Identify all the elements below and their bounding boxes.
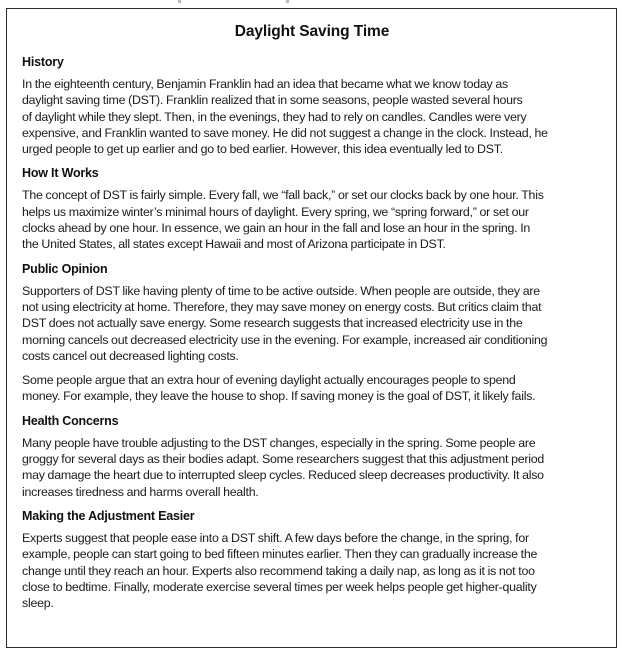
paragraph-line: close to bedtime. Finally, moderate exercise several times per week helps people get higher-quality	[22, 579, 537, 594]
section-history	[22, 54, 602, 157]
paragraph-line: daylight saving time (DST). Franklin realized that in some seasons, people wasted several hours	[22, 93, 523, 108]
paragraph-line: In the eighteenth century, Benjamin Franklin had an idea that became what we know today as	[22, 77, 508, 91]
paragraph-line: not using electricity at home. Therefore, they may save money on energy costs. But critics claim that	[22, 299, 542, 314]
paragraph-line: increases tiredness and harms overall health.	[22, 484, 259, 499]
cropped-text-remnant	[178, 0, 181, 3]
paragraph-line: helps us maximize winter’s minimal hours of daylight. Every spring, we “spring forward,” or set our	[22, 204, 529, 219]
paragraph-line: the United States, all states except Hawaii and most of Arizona participate in DST.	[22, 237, 446, 252]
paragraph-line: Experts suggest that people ease into a DST shift. A few days before the change, in the spring, for	[22, 530, 529, 545]
paragraph-line: urged people to get up earlier and go to bed earlier. However, this idea eventually led to DST.	[22, 142, 503, 157]
section-making-the-adjustment-easier	[22, 508, 602, 611]
section-heading: Health Concerns	[22, 413, 119, 428]
paragraph-line: morning cancels out decreased electricity use in the evening. For example, increased air conditioning	[22, 332, 548, 347]
paragraph-line: change until they reach an hour. Experts also recommend taking a daily nap, as long as it is not too	[22, 563, 535, 578]
paragraph-line: DST does not actually save energy. Some research suggests that increased electricity use in the	[22, 316, 523, 331]
section-how-it-works	[22, 165, 602, 252]
paragraph-line: money. For example, they leave the house to shop. If saving money is the goal of DST, it likely fails.	[22, 389, 536, 404]
paragraph-line: sleep.	[22, 596, 54, 611]
article-title: Daylight Saving Time	[234, 23, 390, 40]
article-sections	[22, 54, 602, 611]
paragraph-line: example, people can start going to bed fifteen minutes earlier. Then they can gradually increase the	[22, 547, 538, 562]
section-heading: History	[22, 55, 64, 69]
section-heading: How It Works	[22, 166, 99, 181]
paragraph-line: Supporters of DST like having plenty of time to be active outside. When people are outside, they are	[22, 283, 540, 298]
paragraph	[22, 187, 602, 252]
paragraph-line: clocks ahead by one hour. In essence, we gain an hour in the fall and lose an hour in the spring. In	[22, 221, 531, 236]
section-public-opinion	[22, 261, 602, 405]
paragraph	[22, 372, 602, 405]
section-heading: Public Opinion	[22, 261, 108, 276]
paragraph	[22, 76, 602, 157]
paragraph-line: Some people argue that an extra hour of evening daylight actually encourages people to spend	[22, 373, 516, 388]
cropped-text-remnant	[286, 0, 289, 3]
paragraph	[22, 530, 602, 611]
paragraph-line: Many people have trouble adjusting to the DST changes, especially in the spring. Some people are	[22, 435, 536, 450]
paragraph-line: groggy for several days as their bodies adapt. Some researchers suggest that this adjustment period	[22, 452, 545, 467]
paragraph	[22, 435, 602, 500]
section-health-concerns	[22, 413, 602, 500]
article-box	[6, 8, 617, 648]
section-heading: Making the Adjustment Easier	[22, 508, 195, 523]
paragraph-line: The concept of DST is fairly simple. Every fall, we “fall back,” or set our clocks back by one hour. This	[22, 188, 544, 203]
paragraph	[22, 283, 602, 364]
paragraph-line: of daylight while they slept. Then, in the evenings, they had to rely on candles. Candles were very	[22, 109, 527, 124]
paragraph-line: expensive, and Franklin wanted to save money. He did not suggest a change in the clock. Instead, he	[22, 125, 548, 140]
paragraph-line: costs cancel out decreased lighting costs.	[22, 348, 239, 363]
paragraph-line: may damage the heart due to interrupted sleep cycles. Reduced sleep decreases productivity. It also	[22, 468, 544, 483]
